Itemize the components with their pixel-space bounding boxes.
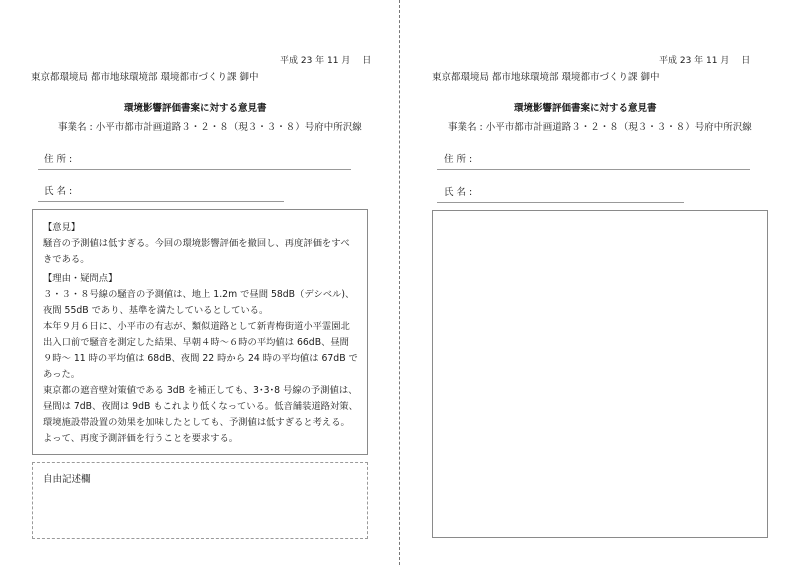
reason-line: 出入口前で騒音を測定した結果、早朝４時～６時の平均値は 66dB、昼間 [43,337,349,348]
opinion-text [43,220,368,447]
name-label: 氏 名 : [444,187,473,198]
reason-line: よって、再度予測評価を行うことを要求する。 [43,433,239,444]
document-title: 環境影響評価書案に対する意見書 [124,103,267,114]
reason-line: ３・３・８号線の騒音の予測値は、地上 1.2m で昼間 58dB（デシベル)、 [43,289,355,300]
right-form-sheet [400,0,800,565]
opinion-heading: 【意見】 [43,222,81,233]
project-name: 事業名 : 小平市都市計画道路３・２・８（現３・３・８）号府中所沢線 [58,122,362,133]
name-label: 氏 名 : [44,186,73,197]
reason-line: あった。 [43,369,81,380]
opinion-line: 騒音の予測値は低すぎる。今回の環境影響評価を撤回し、再度評価をすべ [43,238,350,249]
reason-line: 本年９月６日に、小平市の有志が、類似道路として新青梅街道小平霊園北 [43,321,350,332]
opinion-box[interactable] [32,209,368,455]
date: 平成 23 年 11 月 日 [659,56,751,66]
reason-line: 東京都の遮音壁対策値である 3dB を補正しても、3･3･8 号線の予測値は、 [43,385,358,396]
opinion-box-blank[interactable] [432,210,768,538]
free-description-box[interactable] [32,462,368,539]
opinion-line: きである。 [43,254,90,265]
document-title: 環境影響評価書案に対する意見書 [514,103,657,114]
reason-line: 夜間 55dB であり、基準を満たしているとしている。 [43,305,269,316]
address-label: 住 所 : [444,154,473,165]
project-name: 事業名 : 小平市都市計画道路３・２・８（現３・３・８）号府中所沢線 [448,122,752,133]
reason-heading: 【理由・疑問点】 [43,273,118,284]
name-field[interactable] [437,202,684,203]
recipient: 東京都環境局 都市地球環境部 環境都市づくり課 御中 [31,72,259,83]
recipient: 東京都環境局 都市地球環境部 環境都市づくり課 御中 [432,72,660,83]
date: 平成 23 年 11 月 日 [280,56,372,66]
reason-line: ９時～ 11 時の平均値は 68dB、夜間 22 時から 24 時の平均値は 67dB で [43,353,358,364]
reason-line: 環境施設帯設置の効果を加味したとしても、予測値は低すぎると考える。 [43,417,350,428]
address-label: 住 所 : [44,154,73,165]
address-field[interactable] [437,169,750,170]
reason-line: 昼間は 7dB、夜間は 9dB もこれより低くなっている。低音舗装道路対策、 [43,401,358,412]
name-field[interactable] [38,201,284,202]
address-field[interactable] [38,169,351,170]
free-description-label: 自由記述欄 [43,474,91,485]
